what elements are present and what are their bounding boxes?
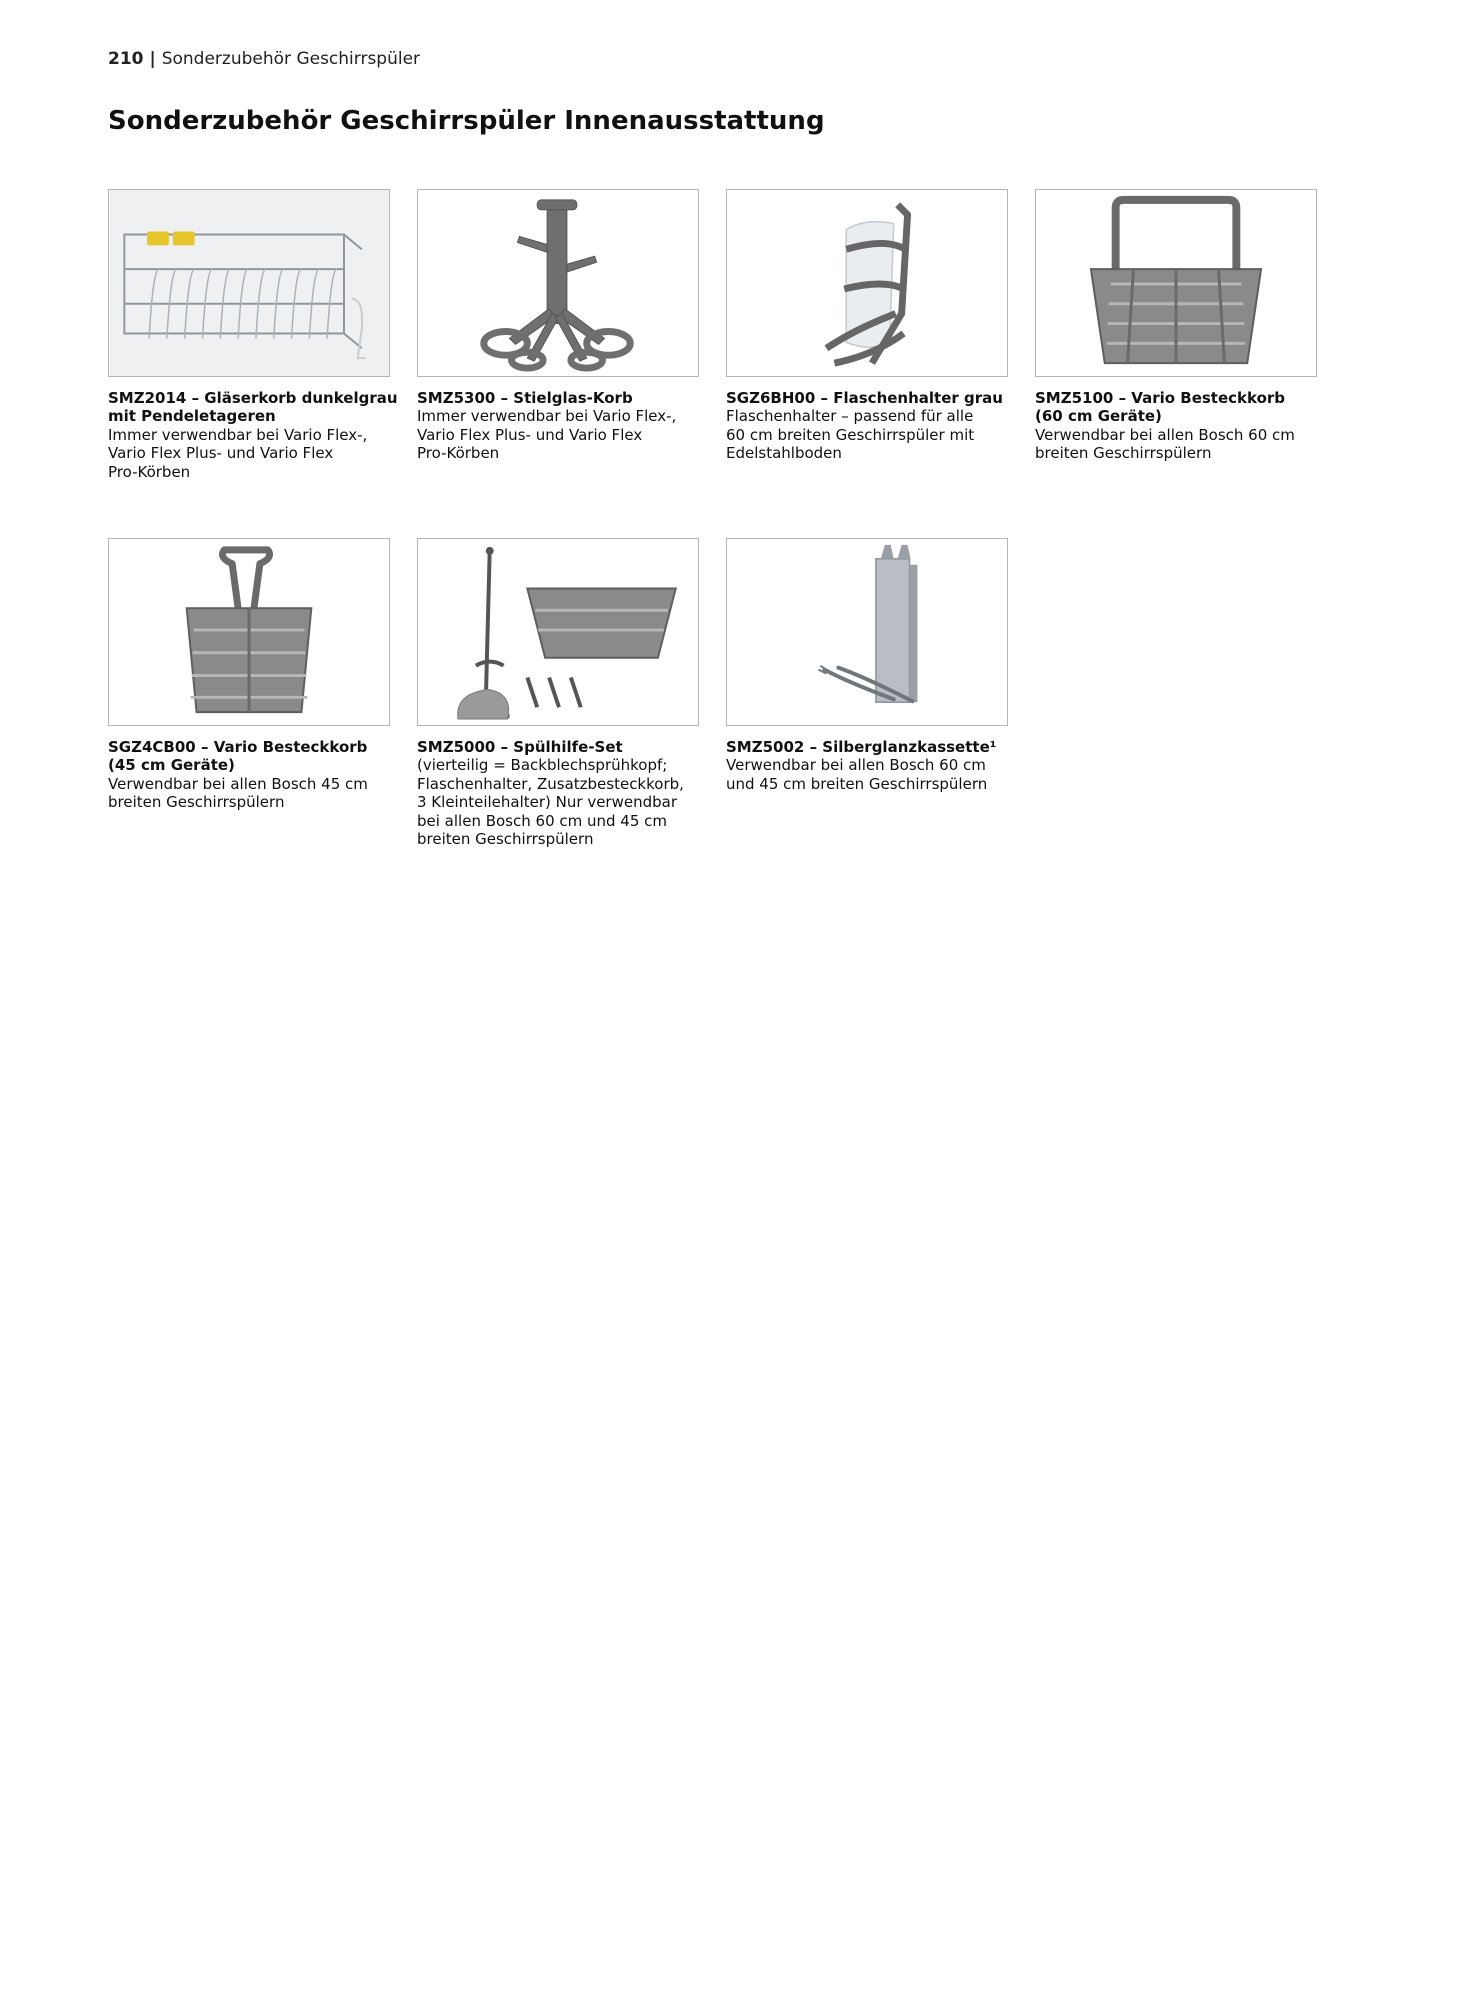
page-header [108, 48, 420, 70]
product-description: Verwendbar bei allen Bosch 45 cm breiten Geschirrspülern [108, 774, 368, 812]
product-card [108, 538, 398, 812]
product-caption [726, 738, 1016, 793]
product-caption [726, 389, 1016, 463]
product-title: SGZ4CB00 – Vario Besteckkorb (45 cm Geräte) [108, 738, 368, 775]
page-number: 210 [108, 49, 144, 69]
product-caption [417, 738, 707, 848]
product-title: SMZ5002 – Silberglanzkassette¹ [726, 738, 997, 756]
product-title: SGZ6BH00 – Flaschenhalter grau [726, 389, 1003, 407]
product-card [1035, 189, 1325, 463]
product-description: Flaschenhalter – passend für alle 60 cm breiten Geschirrspüler mit Edelstahlboden [726, 407, 975, 463]
header-section: Sonderzubehör Geschirrspüler [161, 49, 421, 69]
cutlery-basket-60-image [1035, 189, 1317, 377]
product-description: Verwendbar bei allen Bosch 60 cm breiten Geschirrspülern [1035, 425, 1295, 463]
product-description: Verwendbar bei allen Bosch 60 cm und 45 cm breiten Geschirrspülern [726, 756, 988, 793]
product-card [417, 538, 707, 848]
product-card [417, 189, 707, 463]
glass-rack-image [108, 189, 390, 377]
stemglass-holder-image [417, 189, 699, 377]
product-caption [108, 738, 398, 812]
product-title: SMZ2014 – Gläserkorb dunkelgrau mit Pendeletageren [108, 389, 398, 426]
product-caption [1035, 389, 1325, 463]
page-title: Sonderzubehör Geschirrspüler Innenausstattung [108, 106, 825, 136]
product-title: SMZ5300 – Stielglas-Korb [417, 389, 633, 407]
product-description: Immer verwendbar bei Vario Flex-, Vario Flex Plus- und Vario Flex Pro-Körben [417, 407, 677, 463]
bottle-holder-image [726, 189, 1008, 377]
header-separator: | [149, 49, 156, 69]
product-card [726, 538, 1016, 793]
product-caption [417, 389, 707, 463]
product-description: Immer verwendbar bei Vario Flex-, Vario Flex Plus- und Vario Flex Pro-Körben [108, 425, 368, 481]
product-title: SMZ5000 – Spülhilfe-Set [417, 738, 623, 756]
product-title: SMZ5100 – Vario Besteckkorb (60 cm Geräte) [1035, 389, 1286, 426]
cutlery-basket-45-image [108, 538, 390, 726]
product-card [108, 189, 398, 481]
product-caption [108, 389, 398, 481]
silver-shine-cassette-image [726, 538, 1008, 726]
product-card [726, 189, 1016, 463]
rinse-aid-set-image [417, 538, 699, 726]
product-description: (vierteilig = Backblechsprühkopf; Flaschenhalter, Zusatzbesteckkorb, 3 Kleinteilehalter) Nur verwendbar bei allen Bosch 60 cm und 45 cm breiten Geschirrspülern [417, 756, 684, 849]
